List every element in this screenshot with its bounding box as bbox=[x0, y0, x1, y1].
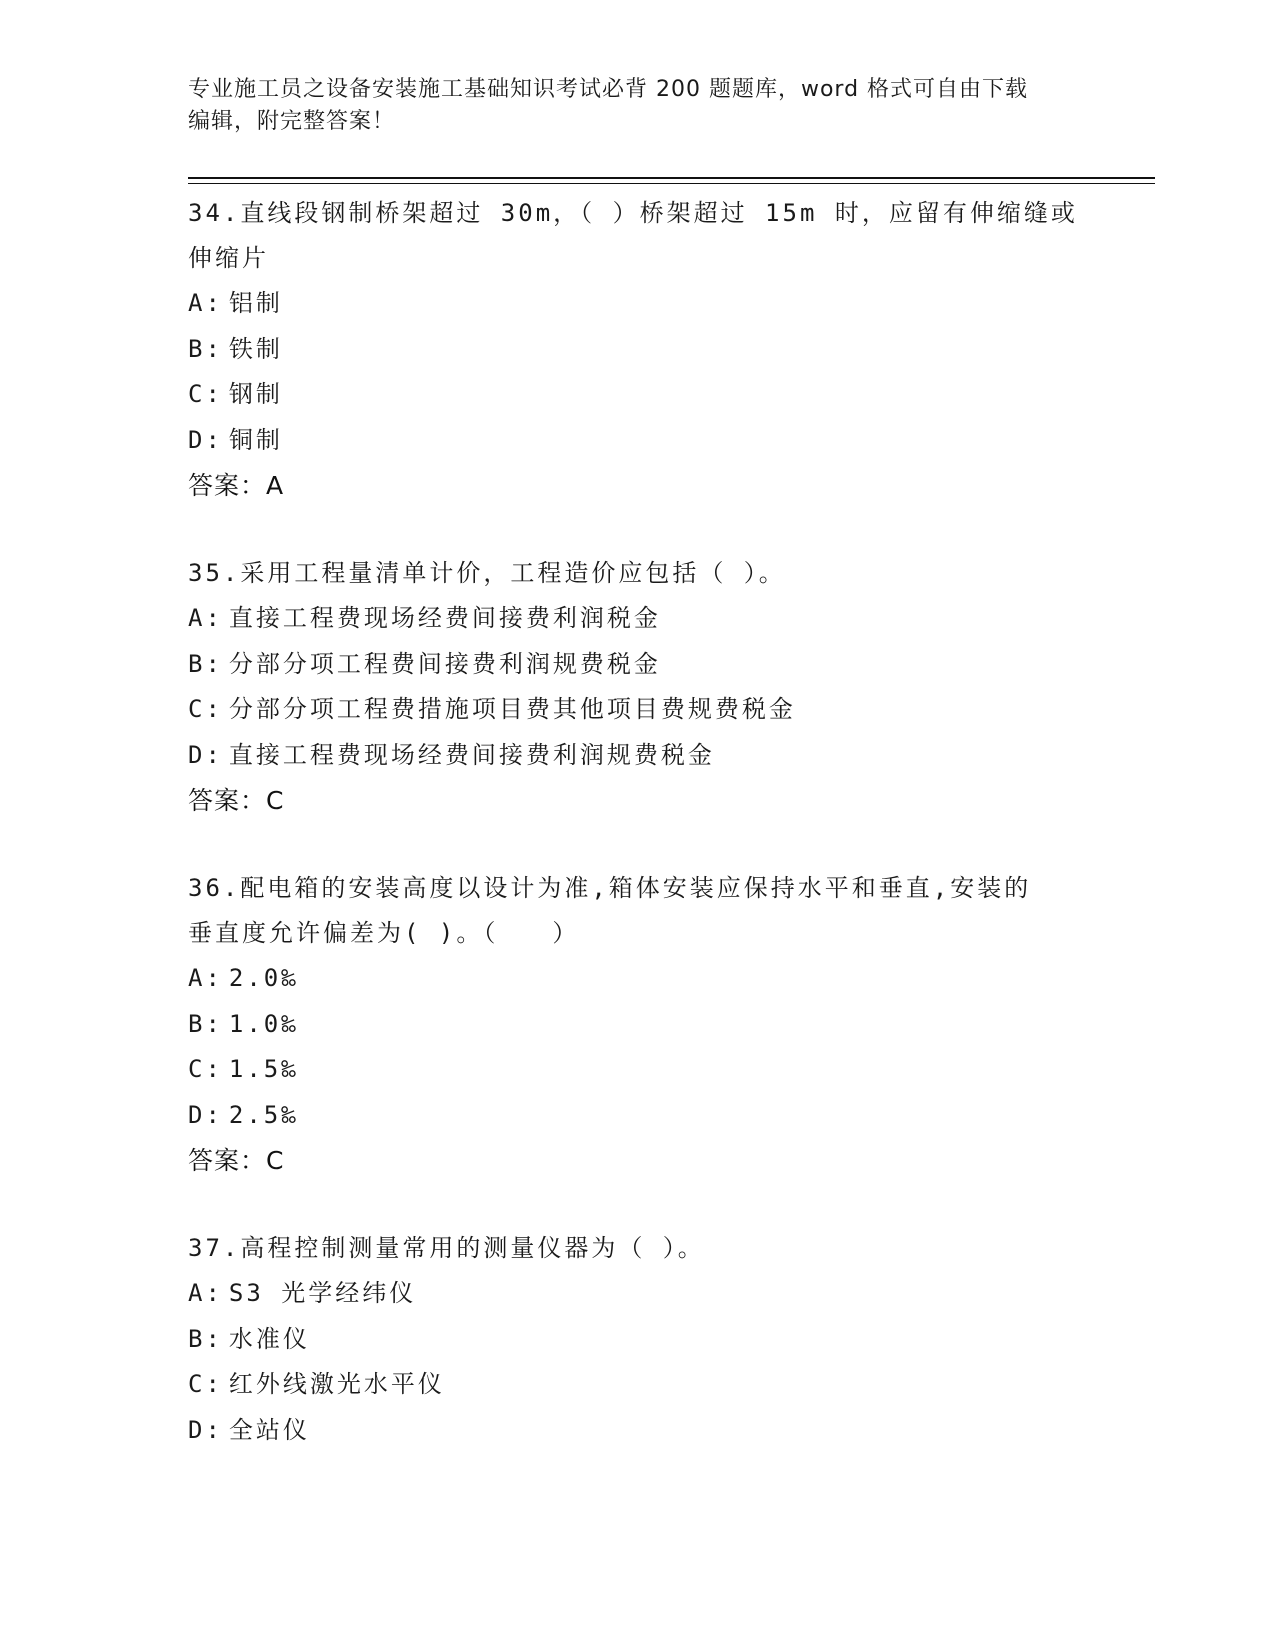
option-text: 2.5‰ bbox=[228, 1100, 299, 1129]
option-letter: C: bbox=[188, 695, 223, 723]
option-letter: B: bbox=[188, 649, 223, 678]
question-spacer bbox=[188, 823, 1088, 866]
option-b bbox=[188, 327, 1088, 373]
option-a bbox=[188, 596, 1088, 642]
option-text: 红外线激光水平仪 bbox=[228, 1370, 445, 1398]
option-text: 水准仪 bbox=[228, 1324, 310, 1353]
option-text: 铁制 bbox=[228, 334, 283, 363]
option-text: 铝制 bbox=[228, 289, 283, 317]
option-a bbox=[188, 281, 1088, 327]
answer-label: 答案：C bbox=[188, 786, 285, 815]
option-text: 直接工程费现场经费间接费利润税金 bbox=[228, 604, 661, 632]
option-text: 1.5‰ bbox=[228, 1055, 299, 1083]
option-d bbox=[188, 733, 1088, 779]
question-stem bbox=[188, 1226, 1088, 1271]
option-d bbox=[188, 1093, 1088, 1139]
question-stem bbox=[188, 866, 1088, 956]
option-text: 铜制 bbox=[228, 425, 283, 454]
option-letter: D: bbox=[188, 1415, 223, 1444]
question-stem-line: 35.采用工程量清单计价，工程造价应包括（ ）。 bbox=[188, 559, 786, 587]
question-stem bbox=[188, 191, 1088, 281]
option-letter: A: bbox=[188, 964, 223, 992]
question-35 bbox=[188, 551, 1088, 823]
question-37 bbox=[188, 1226, 1088, 1453]
option-letter: A: bbox=[188, 604, 223, 632]
question-spacer bbox=[188, 1183, 1088, 1226]
question-spacer bbox=[188, 508, 1088, 551]
question-36 bbox=[188, 866, 1088, 1183]
header-line-2: 编辑，附完整答案！ bbox=[188, 109, 396, 134]
option-letter: A: bbox=[188, 1279, 223, 1307]
option-letter: B: bbox=[188, 1009, 223, 1038]
option-a bbox=[188, 956, 1088, 1002]
option-text: 分部分项工程费间接费利润规费税金 bbox=[228, 649, 661, 678]
question-stem-line: 垂直度允许偏差为( )。（ ） bbox=[188, 919, 580, 947]
option-text: 直接工程费现场经费间接费利润规费税金 bbox=[228, 740, 715, 769]
option-b bbox=[188, 1002, 1088, 1048]
option-text: 钢制 bbox=[228, 380, 283, 408]
document-header bbox=[188, 74, 1088, 138]
option-b bbox=[188, 1317, 1088, 1363]
option-c bbox=[188, 687, 1088, 733]
header-divider-thin bbox=[188, 183, 1155, 184]
option-c bbox=[188, 1047, 1088, 1093]
option-d bbox=[188, 1408, 1088, 1454]
option-b bbox=[188, 642, 1088, 688]
option-letter: B: bbox=[188, 1324, 223, 1353]
option-text: S3 光学经纬仪 bbox=[228, 1279, 417, 1307]
option-letter: D: bbox=[188, 425, 223, 454]
header-divider-thick bbox=[188, 177, 1155, 179]
option-c bbox=[188, 1362, 1088, 1408]
question-stem bbox=[188, 551, 1088, 596]
option-text: 分部分项工程费措施项目费其他项目费规费税金 bbox=[228, 695, 796, 723]
answer-label: 答案：A bbox=[188, 471, 285, 500]
header-line-1: 专业施工员之设备安装施工基础知识考试必背 200 题题库，word 格式可自由下载 bbox=[188, 77, 1029, 102]
option-text: 全站仪 bbox=[228, 1415, 310, 1444]
option-a bbox=[188, 1271, 1088, 1317]
option-letter: A: bbox=[188, 289, 223, 317]
question-stem-line: 36.配电箱的安装高度以设计为准,箱体安装应保持水平和垂直,安装的 bbox=[188, 874, 1032, 902]
answer-label: 答案：C bbox=[188, 1146, 285, 1175]
option-letter: D: bbox=[188, 1100, 223, 1129]
question-34 bbox=[188, 191, 1088, 508]
question-stem-line: 34.直线段钢制桥架超过 30m，（ ）桥架超过 15m 时，应留有伸缩缝或 bbox=[188, 199, 1078, 227]
option-letter: C: bbox=[188, 1370, 223, 1398]
option-letter: D: bbox=[188, 740, 223, 769]
option-letter: C: bbox=[188, 1055, 223, 1083]
option-d bbox=[188, 418, 1088, 464]
option-text: 1.0‰ bbox=[228, 1009, 299, 1038]
question-stem-line: 37.高程控制测量常用的测量仪器为（ ）。 bbox=[188, 1234, 705, 1262]
option-letter: B: bbox=[188, 334, 223, 363]
option-letter: C: bbox=[188, 380, 223, 408]
option-text: 2.0‰ bbox=[228, 964, 299, 992]
question-stem-line: 伸缩片 bbox=[188, 244, 269, 272]
option-c bbox=[188, 372, 1088, 418]
question-list bbox=[188, 191, 1088, 1453]
